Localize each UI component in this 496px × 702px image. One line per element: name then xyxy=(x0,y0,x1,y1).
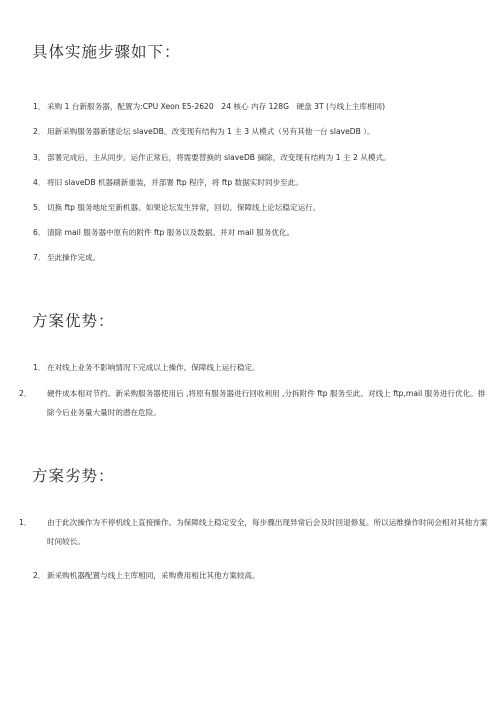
heading-cons: 方案劣势： xyxy=(32,467,115,485)
list-item: 4． 将旧 slaveDB 机器刷新重装，并部署 ftp 程序，将 ftp 数据实时同步至此。 xyxy=(33,178,303,187)
list-item: 2． 用新采购服务器新建论坛 slaveDB。改变现有结构为 1 主 3 从模式（另有其他一台 slaveDB ）。 xyxy=(33,127,375,136)
list-item: 1． 由于此次操作为不停机线上直接操作。为保障线上稳定安全，每步骤出现异常后会及时回退修复。所以运维操作时间会相对其他方案时间较长。 xyxy=(19,518,488,546)
heading-pros: 方案优势： xyxy=(32,312,115,330)
list-item: 7． 至此操作完成。 xyxy=(33,253,101,262)
list-item: 1． 采购 1 台新服务器，配置为:CPU Xeon E5-2620 24 核心 内存 128G 硬盘 3T (与线上主库相同) xyxy=(33,102,386,111)
list-item: 5． 切换 ftp 服务地址至新机器。如果论坛发生异常，回切。保障线上论坛稳定运行。 xyxy=(33,203,321,212)
list-item: 1． 在对线上业务不影响情况下完成以上操作。保障线上运行稳定。 xyxy=(33,363,260,372)
list-item: 2． 硬件成本相对节约。新采购服务器使用后 ,将原有服务器进行回收利用 ,分拆附件 ftp 服务至此。对线上 ftp,mail 服务进行优化。排除今后业务量大量时的潜在危险。 xyxy=(19,389,486,417)
list-item: 2． 新采购机器配置与线上主库相同，采购费用相比其他方案较高。 xyxy=(33,571,260,580)
list-item: 6． 清除 mail 服务器中原有的附件 ftp 服务以及数据。并对 mail 服务优化。 xyxy=(33,228,295,237)
list-item: 3． 部署完成后，主从同步。运作正常后，将需要替换的 slaveDB 摘除，改变现有结构为 1 主 2 从模式。 xyxy=(33,153,391,162)
heading-steps: 具体实施步骤如下： xyxy=(32,43,181,61)
